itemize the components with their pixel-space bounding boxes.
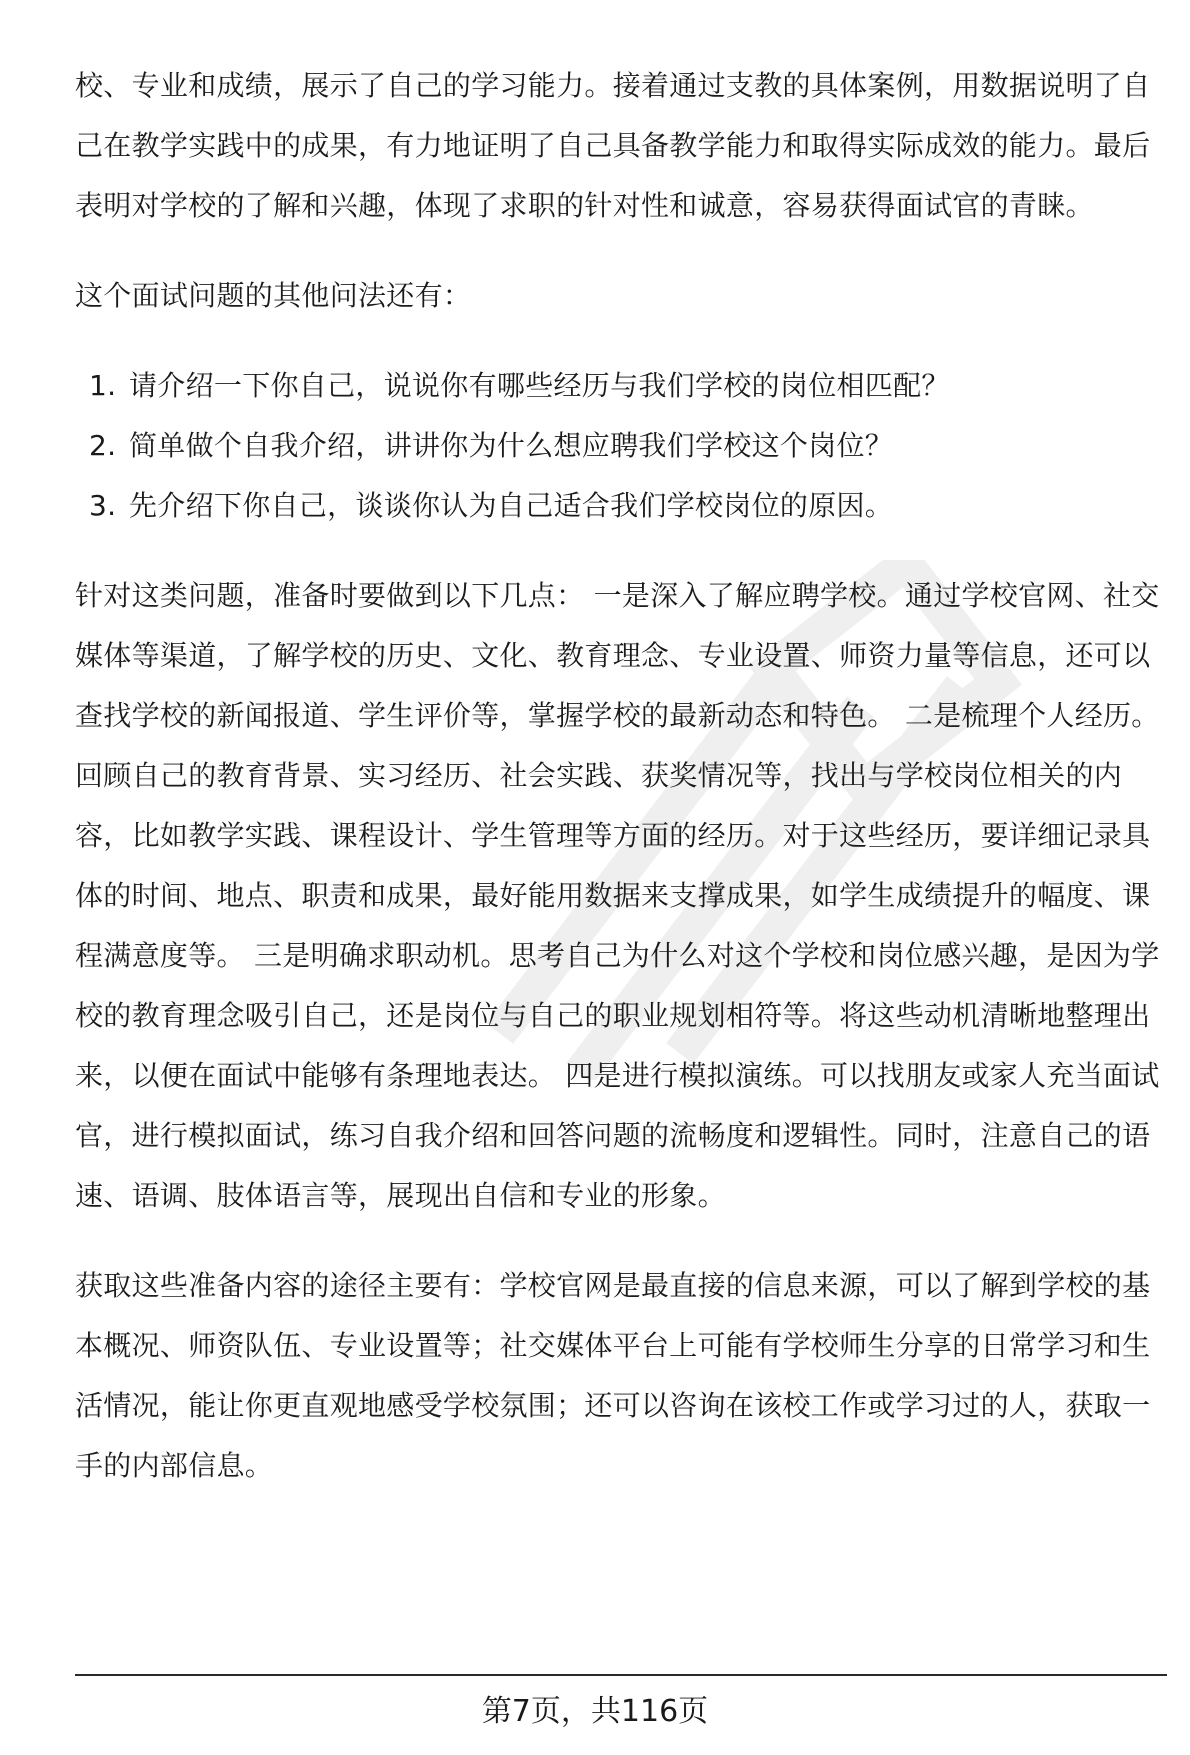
list-item-number: 2. (89, 429, 117, 462)
list-item-number: 1. (89, 369, 117, 402)
paragraph-preparation-tips: 针对这类问题，准备时要做到以下几点： 一是深入了解应聘学校。通过学校官网、社交媒体等渠道，了解学校的历史、文化、教育理念、专业设置、师资力量等信息，还可以查找学校的新闻报道、学生评价等，掌握学校的最新动态和特色。 二是梳理个人经历。回顾自己的教育背景、实习经历、社会实践、获奖情况等，找出与学校岗位相关的内容，比如教学实践、课程设计、学生管理等方面的经历。对于这些经历，要详细记录具体的时间、地点、职责和成果，最好能用数据来支撑成果，如学生成绩提升的幅度、课程满意度等。 三是明确求职动机。思考自己为什么对这个学校和岗位感兴趣，是因为学校的教育理念吸引自己，还是岗位与自己的职业规划相符等。将这些动机清晰地整理出来，以便在面试中能够有条理地表达。 四是进行模拟演练。可以找朋友或家人充当面试官，进行模拟面试，练习自我介绍和回答问题的流畅度和逻辑性。同时，注意自己的语速、语调、肢体语言等，展现出自信和专业的形象。 (75, 579, 1160, 1212)
list-item-text: 请介绍一下你自己，说说你有哪些经历与我们学校的岗位相匹配？ (129, 369, 950, 402)
list-item-number: 3. (89, 489, 117, 522)
alternative-questions-list (75, 356, 1175, 536)
list-item (75, 416, 1175, 476)
list-item (75, 356, 1175, 416)
list-item (75, 476, 1175, 536)
footer-divider (75, 1674, 1167, 1676)
page-number: 第7页，共116页 (481, 1694, 709, 1729)
paragraph-other-questions-intro: 这个面试问题的其他问法还有： (75, 279, 472, 312)
list-item-text: 简单做个自我介绍，讲讲你为什么想应聘我们学校这个岗位？ (129, 429, 894, 462)
paragraph-information-sources: 获取这些准备内容的途径主要有：学校官网是最直接的信息来源，可以了解到学校的基本概况、师资队伍、专业设置等；社交媒体平台上可能有学校师生分享的日常学习和生活情况，能让你更直观地感受学校氛围；还可以咨询在该校工作或学习过的人，获取一手的内部信息。 (75, 1269, 1151, 1482)
paragraph-summary: 校、专业和成绩，展示了自己的学习能力。接着通过支教的具体案例，用数据说明了自己在教学实践中的成果，有力地证明了自己具备教学能力和取得实际成效的能力。最后表明对学校的了解和兴趣，体现了求职的针对性和诚意，容易获得面试官的青睐。 (75, 69, 1151, 222)
document-body (75, 56, 1175, 1526)
list-item-text: 先介绍下你自己，谈谈你认为自己适合我们学校岗位的原因。 (129, 489, 894, 522)
